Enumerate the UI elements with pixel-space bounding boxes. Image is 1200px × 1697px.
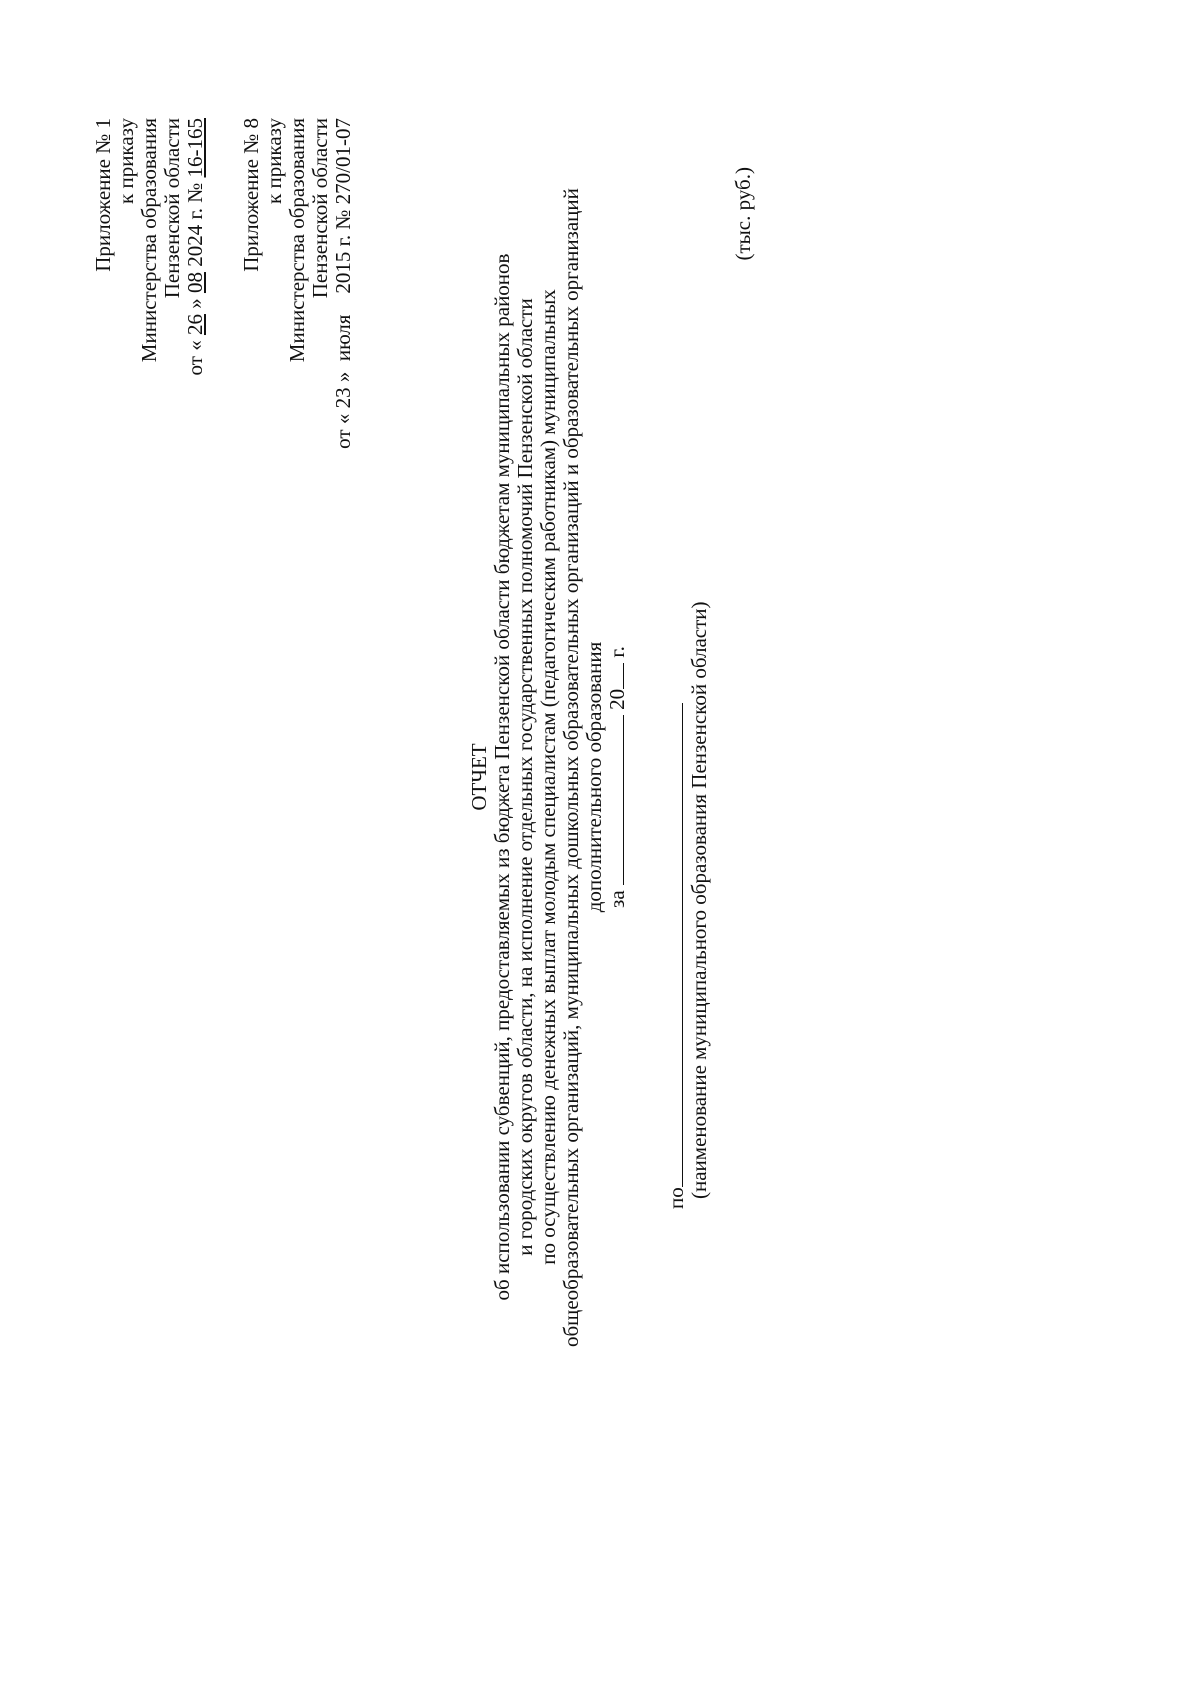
report-heading [467,188,629,1347]
order-date-line: от « 23 » июля 2015 г. № 270/01-07 [331,118,355,449]
ministry-name: Министерства образования [137,118,161,363]
ministry-name: Министерства образования [285,118,309,363]
region-name: Пензенской области [308,118,332,299]
approval-block-previous [240,118,355,449]
report-period-line [606,207,629,1347]
municipality-blank-field[interactable] [665,703,683,1187]
order-day: 26 [183,314,207,336]
year-blank-field[interactable] [606,663,624,689]
region-name: Пензенской области [160,118,184,299]
order-reference: к приказу [262,118,286,204]
report-title: ОТЧЕТ [467,743,491,811]
order-date-line [184,118,207,375]
order-month: 08 [183,272,207,294]
period-blank-field[interactable] [606,715,624,885]
order-number: 16-165 [183,118,207,178]
recipient-line [665,703,688,1209]
report-subtitle-line: по осуществлению денежных выплат молодым специалистам (педагогическим работникам) муниципальных [536,289,560,1265]
municipality-caption: (наименование муниципального образования Пензенской области) [687,601,711,1199]
appendix-number: Приложение № 1 [91,118,115,272]
period-prefix: за [605,890,629,908]
report-subtitle-line: и городских округов области, на исполнение отдельных государственных полномочий Пензенской области [513,298,537,1256]
approval-block-current [92,118,207,375]
report-subtitle-line: общеобразовательных организаций, муниципальных дошкольных образовательных организаций и образовательных организаций [559,188,583,1347]
order-reference: к приказу [114,118,138,204]
report-subtitle-line: дополнительного образования [582,641,606,913]
appendix-number: Приложение № 8 [239,118,263,272]
recipient-block [664,601,711,1209]
date-mid: » [183,298,207,309]
order-year: 2024 г. № [183,182,207,267]
period-suffix: г. [605,646,629,658]
recipient-prefix: по [664,1187,688,1209]
report-subtitle-line: об использовании субвенций, предоставляемых из бюджета Пензенской области бюджетам муниципальных районов [490,253,514,1301]
date-prefix: от « [183,340,207,376]
unit-note: (тыс. руб.) [731,167,755,261]
period-year: 20 [605,688,629,710]
